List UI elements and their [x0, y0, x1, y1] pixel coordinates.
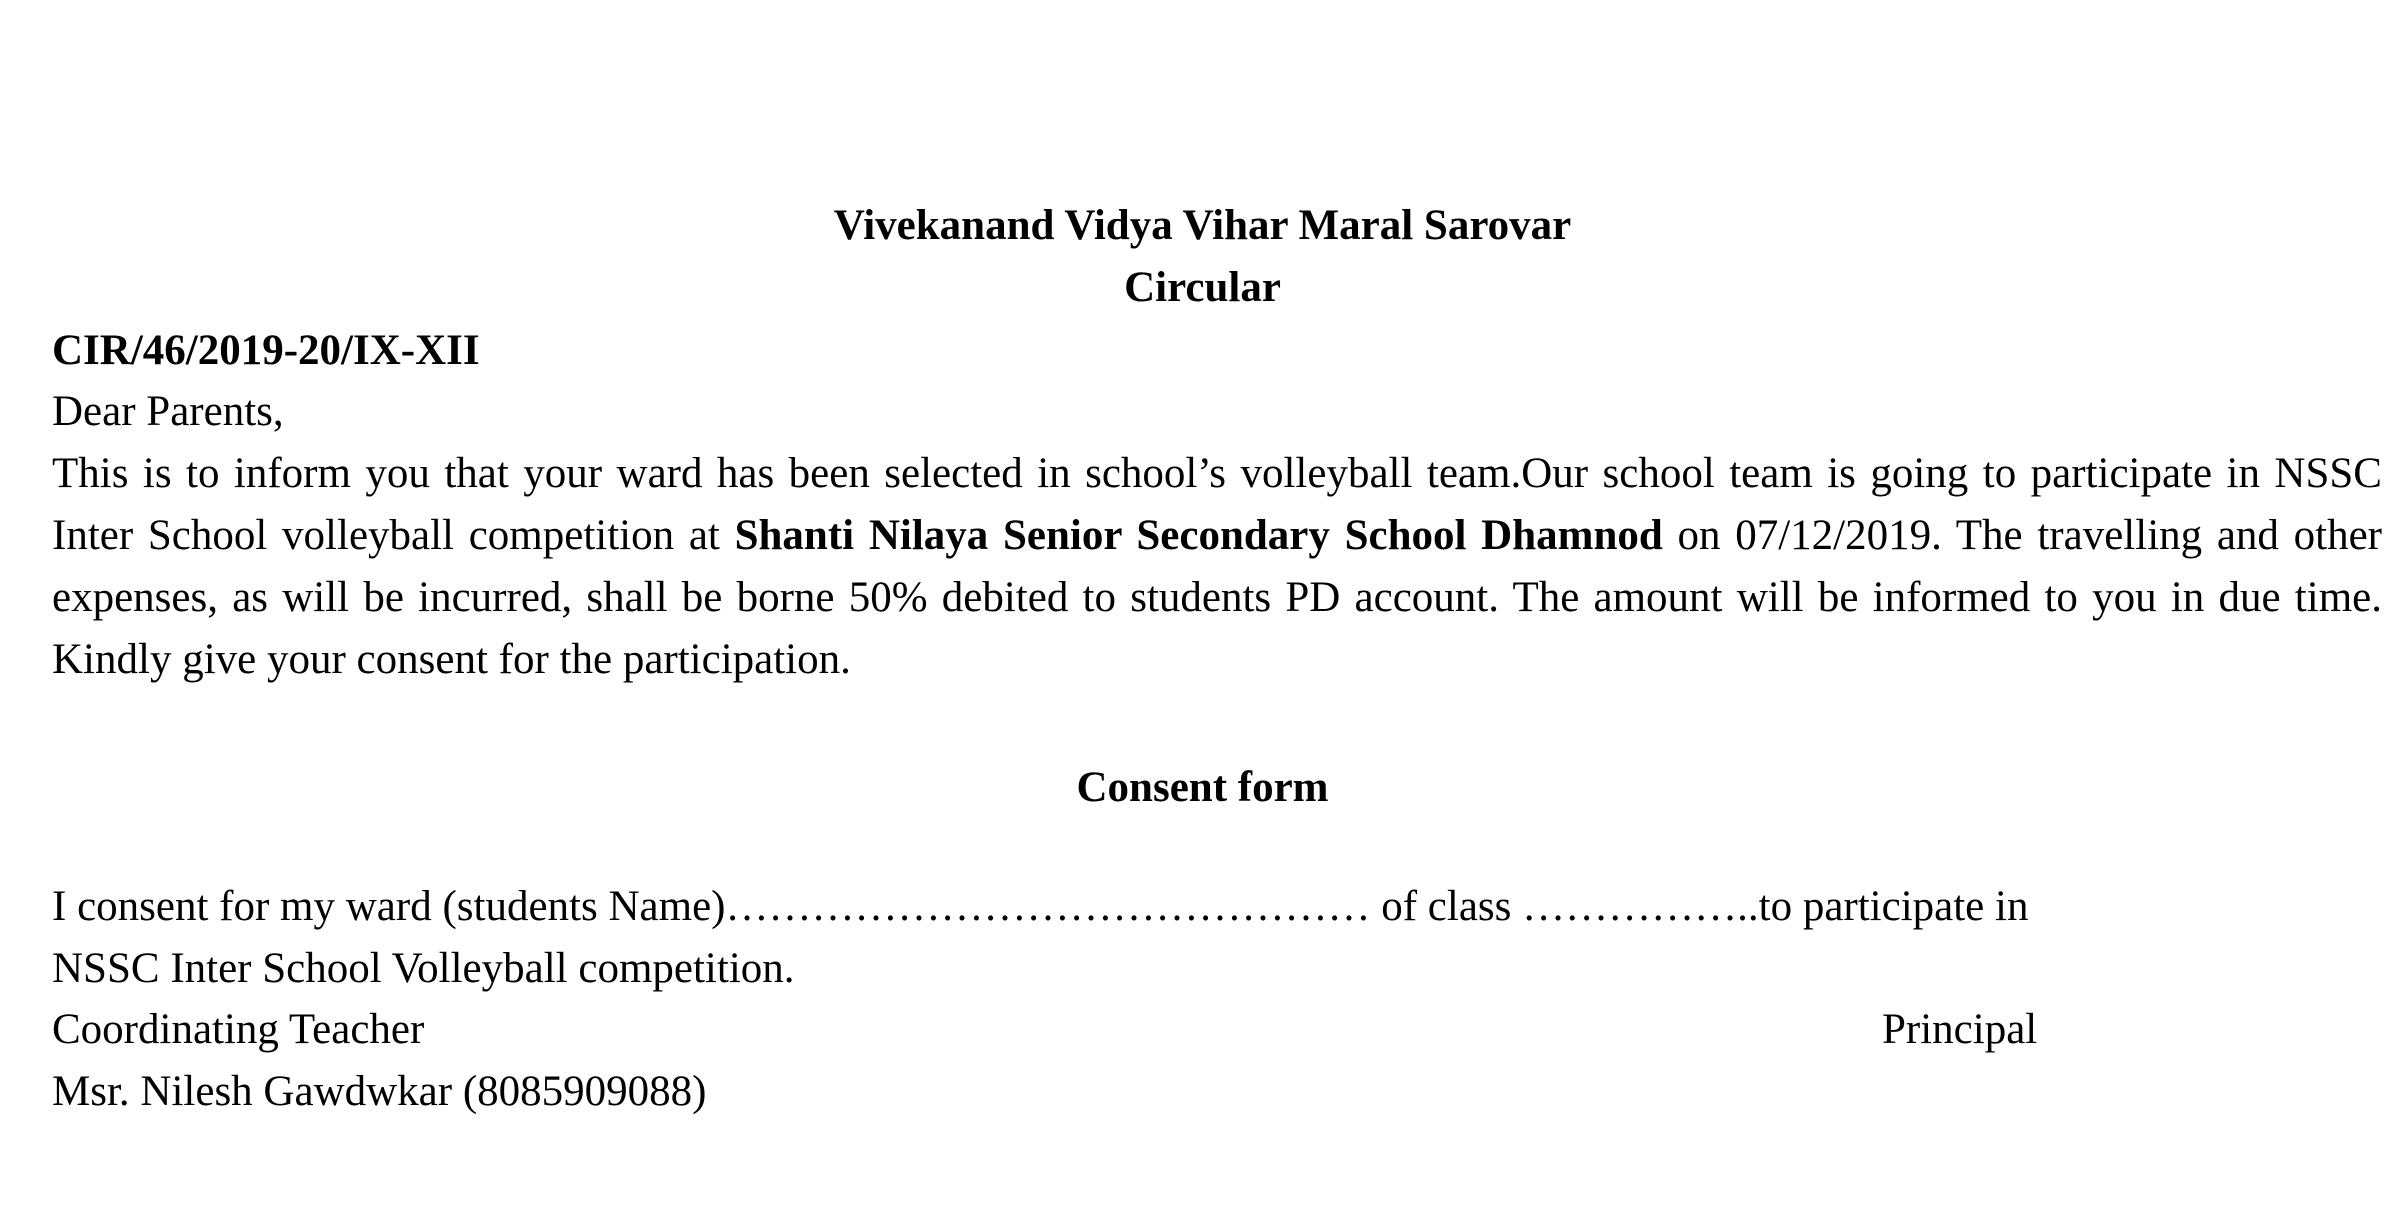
body-text-part2: on 07/12/2019. The travelling and other expenses, as will be incurred, shall be borne 50% debited to students PD account. The amount will be informed to you in due time. Kindly give your consent for the participation.: [52, 512, 2383, 683]
competition-venue: Shanti Nilaya Senior Secondary School Dhamnod: [734, 512, 1663, 559]
school-name: Vivekanand Vidya Vihar Maral Sarovar: [833, 202, 1572, 249]
document-type-title: Circular: [1124, 264, 1281, 311]
circular-body-paragraph: [52, 443, 2382, 691]
principal-title: Principal: [1882, 1006, 2038, 1053]
coordinating-teacher-title: Coordinating Teacher: [52, 1006, 425, 1053]
consent-statement-line-1: I consent for my ward (students Name)……………………………………… of class ……………..to participate in: [52, 883, 2029, 930]
circular-reference-number: CIR/46/2019-20/IX-XII: [52, 327, 480, 374]
consent-statement-line-2: NSSC Inter School Volleyball competition.: [52, 945, 795, 992]
coordinator-name-contact: Msr. Nilesh Gawdwkar (8085909088): [52, 1068, 707, 1115]
salutation: Dear Parents,: [52, 388, 284, 435]
body-text-part1: This is to inform you that your ward has been selected in school’s volleyball team.Our school team is going to participate in NSSC Inter School volleyball competition at: [52, 450, 2382, 559]
consent-form-heading: Consent form: [1076, 764, 1329, 811]
